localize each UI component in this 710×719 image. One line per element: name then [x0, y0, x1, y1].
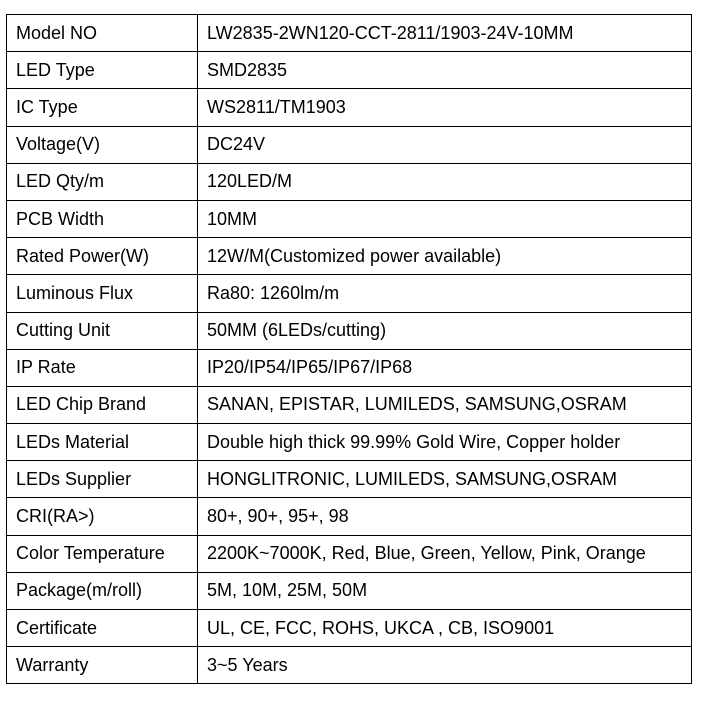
spec-row-cri [7, 498, 692, 535]
spec-label: Model NO [7, 15, 198, 52]
spec-label: Rated Power(W) [7, 238, 198, 275]
spec-value: LW2835-2WN120-CCT-2811/1903-24V-10MM [198, 15, 692, 52]
spec-row-voltage [7, 126, 692, 163]
spec-label: LED Type [7, 52, 198, 89]
spec-row-rated-power [7, 238, 692, 275]
spec-label: LEDs Supplier [7, 461, 198, 498]
spec-row-led-type [7, 52, 692, 89]
spec-value: IP20/IP54/IP65/IP67/IP68 [198, 349, 692, 386]
spec-value: SMD2835 [198, 52, 692, 89]
spec-row-luminous-flux [7, 275, 692, 312]
spec-row-ip-rate [7, 349, 692, 386]
spec-row-ic-type [7, 89, 692, 126]
spec-row-package [7, 572, 692, 609]
spec-label: IC Type [7, 89, 198, 126]
spec-value: Ra80: 1260lm/m [198, 275, 692, 312]
spec-label: Luminous Flux [7, 275, 198, 312]
spec-value: 80+, 90+, 95+, 98 [198, 498, 692, 535]
spec-row-cutting-unit [7, 312, 692, 349]
spec-value: 120LED/M [198, 163, 692, 200]
spec-value: WS2811/TM1903 [198, 89, 692, 126]
spec-value: Double high thick 99.99% Gold Wire, Copper holder [198, 424, 692, 461]
spec-value: 2200K~7000K, Red, Blue, Green, Yellow, Pink, Orange [198, 535, 692, 572]
spec-label: LEDs Material [7, 424, 198, 461]
spec-label: IP Rate [7, 349, 198, 386]
spec-value: UL, CE, FCC, ROHS, UKCA , CB, ISO9001 [198, 610, 692, 647]
spec-label: Cutting Unit [7, 312, 198, 349]
spec-row-model-no [7, 15, 692, 52]
spec-table-body [7, 15, 692, 684]
spec-value: 5M, 10M, 25M, 50M [198, 572, 692, 609]
spec-row-leds-material [7, 424, 692, 461]
spec-value: 10MM [198, 200, 692, 237]
spec-row-leds-supplier [7, 461, 692, 498]
spec-value: DC24V [198, 126, 692, 163]
spec-row-color-temperature [7, 535, 692, 572]
spec-label: PCB Width [7, 200, 198, 237]
spec-value: SANAN, EPISTAR, LUMILEDS, SAMSUNG,OSRAM [198, 386, 692, 423]
spec-label: Voltage(V) [7, 126, 198, 163]
spec-label: Color Temperature [7, 535, 198, 572]
spec-label: LED Qty/m [7, 163, 198, 200]
spec-row-certificate [7, 610, 692, 647]
spec-value: 12W/M(Customized power available) [198, 238, 692, 275]
spec-value: HONGLITRONIC, LUMILEDS, SAMSUNG,OSRAM [198, 461, 692, 498]
spec-table [6, 14, 692, 684]
spec-row-pcb-width [7, 200, 692, 237]
spec-label: Package(m/roll) [7, 572, 198, 609]
spec-label: LED Chip Brand [7, 386, 198, 423]
spec-label: Certificate [7, 610, 198, 647]
spec-value: 50MM (6LEDs/cutting) [198, 312, 692, 349]
spec-row-warranty [7, 647, 692, 684]
spec-row-led-qty [7, 163, 692, 200]
spec-label: CRI(RA>) [7, 498, 198, 535]
spec-label: Warranty [7, 647, 198, 684]
spec-value: 3~5 Years [198, 647, 692, 684]
spec-row-led-chip-brand [7, 386, 692, 423]
